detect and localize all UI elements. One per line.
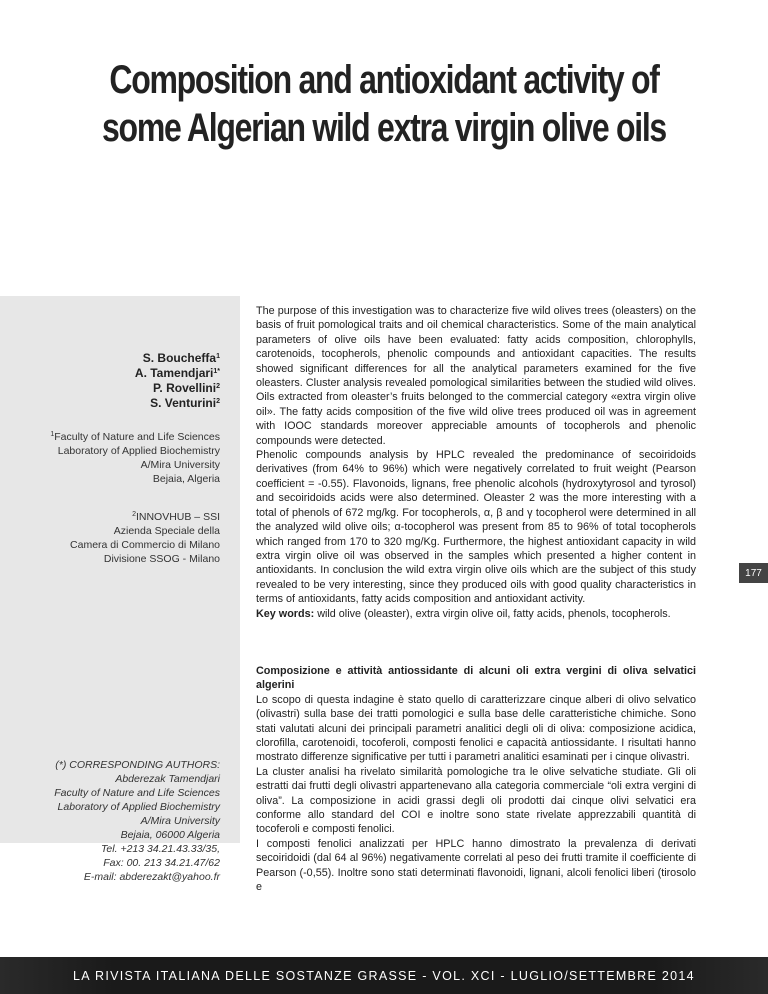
italian-title: Composizione e attività antiossidante di alcuni oli extra vergini di oliva selvatici algerini [256, 665, 696, 692]
page-number: 177 [739, 563, 768, 583]
abstract-paragraph: The purpose of this investigation was to characterize five wild olives trees (oleasters) on the basis of fruit pomological traits and oil chemical characteristics. Some of the main analytical parameters of olive oils have been evaluated: fatty acids composition, chlorophylls, carotenoids, tocopherols, phenolic compounds and antioxidant capacities. The results showed significant differences for all the analytical parameters examined for the five oleasters. Cluster analysis revealed pomological similarities between the studied wild olives. Oils extracted from oleaster’s fruits belonged to the commercial category «extra virgin olive oil». The fatty acids composition of the five wild olive trees produced oil was in agreement with IOOC standards moreover appreciable amounts of tocopherols and phenolic compounds were detected. [256, 305, 696, 447]
italian-paragraph: La cluster analisi ha rivelato similarità pomologiche tra le olive selvatiche studiate. Gli oli estratti dai frutti degli olivastri appartenevano alla categoria commerciale “oli extra vergini di oliva”. La composizione in acidi grassi degli oli prodotti dai cinque olivi selvatici era conforme allo standard del COI e inoltre sono state rivelate apprezzabili quantità di tocoferoli e composti fenolici. [256, 765, 696, 836]
italian-paragraph: Lo scopo di questa indagine è stato quello di caratterizzare cinque alberi di olivo selvatico (olivastri) sulla base dei tratti pomologici e sulla base delle caratteristiche chimiche. Sono stati valutati alcuni dei principali parametri analitici degli oli di oliva: composizione acidica, clorofilla, carotenoidi, tocoferoli, composti fenolici e capacità antiossidante. I risultati hanno mostrato differenze significative per tutti i parametri analitici esaminati per i cinque olivastri. [256, 693, 696, 764]
abstract-italian [256, 664, 696, 895]
corresponding-author: (*) CORRESPONDING AUTHORS: Abderezak Tamendjari Faculty of Nature and Life Sciences Laboratory of Applied Biochemistry A/Mira University Bejaia, 06000 Algeria Tel. +213 34.21.43.33/35, Fax: 00. 213 34.21.47/62 E-mail: abderezakt@yahoo.fr [54, 759, 220, 883]
author-list [135, 351, 220, 411]
paper-title: Composition and antioxidant activity of some Algerian wild extra virgin olive oils [102, 58, 666, 150]
affiliation-2: $^2$INNOVHUB – SSI Azienda Speciale della Camera di Commercio di Milano Divisione SSOG - Milano [70, 511, 220, 565]
abstract-paragraph: Phenolic compounds analysis by HPLC revealed the predominance of secoiridoids derivatives (from 64% to 96%) which were negatively correlated to fruit weight (Pearson coefficient = -0.55). Flavonoids, lignans, free phenolic alcohols (hydroxytyrosol and tyrosol) and secoiridoids acids were also determined. Oleaster 2 was the more interesting with a total of phenols of 672 mg/kg. For tocopherols, α, β and γ tocopherol were determined in all the analyzed wild olive oils; α-tocopherol was present from 85 to 96% of total tocopherols which ranged from 170 to 320 mg/Kg. Furthermore, the highest antioxidant capacity in wild extra virgin olive oil was observed in the samples which presented a higher content in antioxidants. In conclusion the wild extra virgin olive oils which are the subject of this study revealed to be very interesting, since they produced oils with good quality characteristics in terms of antioxidants, fatty acids composition and antioxidant activity. [256, 449, 696, 606]
email-link[interactable]: E-mail: abderezakt@yahoo.fr [83, 871, 220, 883]
abstract-english [256, 304, 696, 621]
keywords: Key words: wild olive (oleaster), extra virgin olive oil, fatty acids, phenols, tocopherols. [256, 607, 671, 620]
author: S. Boucheffa$^1$ [142, 351, 220, 365]
author: P. Rovellini$^2$ [152, 381, 220, 395]
italian-paragraph: I composti fenolici analizzati per HPLC hanno dimostrato la prevalenza di derivati secoiridoidi (dal 64 al 96%) negativamente correlati al peso dei frutti tramite il coefficiente di Pearson (-0,55). Inoltre sono stati determinati flavonoidi, lignani, alcoli fenolici liberi (tirosolo e [256, 837, 696, 894]
affiliation-1: $^1$Faculty of Nature and Life Sciences Laboratory of Applied Biochemistry A/Mira University Bejaia, Algeria [50, 431, 220, 485]
author: S. Venturini$^2$ [150, 396, 220, 410]
author: A. Tamendjari$^{1*}$ [134, 366, 220, 380]
author-sidebar [0, 296, 240, 883]
journal-footer: LA RIVISTA ITALIANA DELLE SOSTANZE GRASSE - VOL. XCI - LUGLIO/SETTEMBRE 2014 [0, 957, 768, 994]
